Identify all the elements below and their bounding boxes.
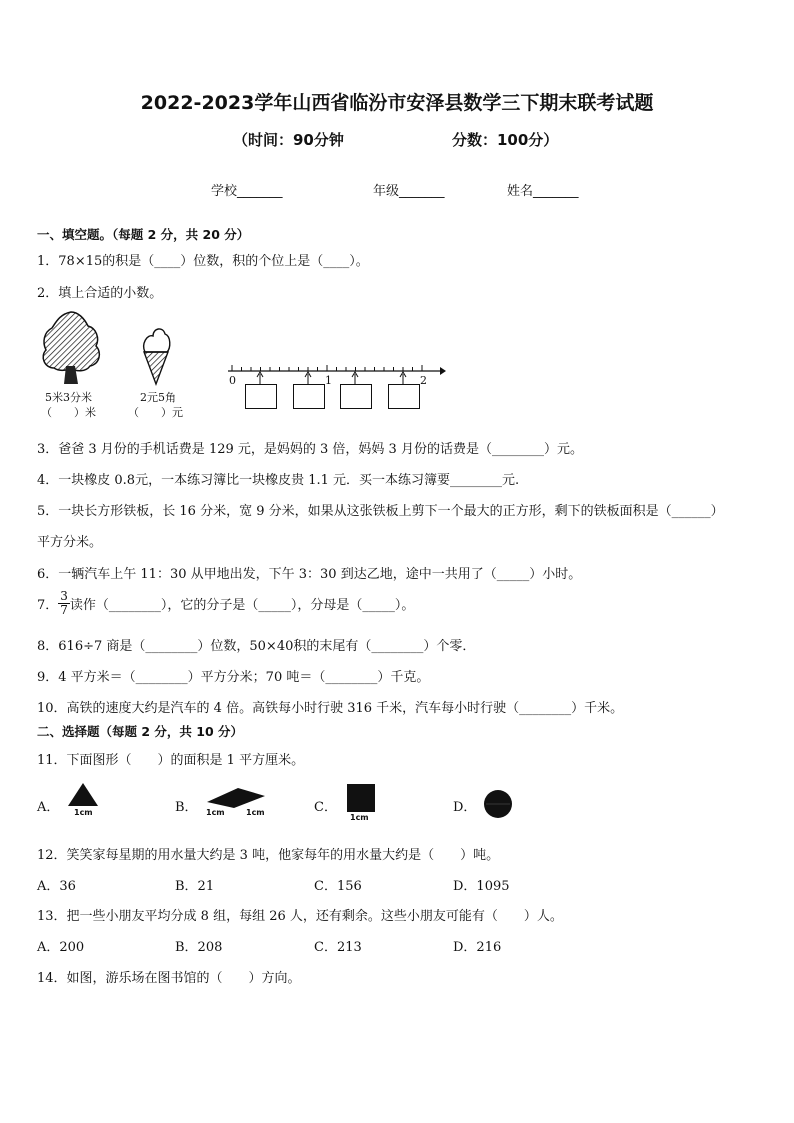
option-11-c[interactable]: C． [314, 800, 337, 815]
option-11-d[interactable]: D． [453, 800, 477, 815]
question-1: 1．78×15的积是（____）位数，积的个位上是（____）。 [37, 254, 369, 269]
tick-label-1: 1 [325, 374, 332, 387]
number-line [222, 362, 447, 384]
question-10: 10．高铁的速度大约是汽车的 4 倍。高铁每小时行驶 316 千米，汽车每小时行驶（________）千米。 [37, 701, 624, 716]
option-12-a[interactable]: A．36 [37, 879, 76, 894]
unit-label-c: 1cm [350, 813, 369, 822]
unit-label-b1: 1cm [206, 808, 225, 817]
grade-field: 年级_______ [373, 184, 445, 199]
option-13-a[interactable]: A．200 [37, 940, 85, 955]
name-field: 姓名_______ [507, 184, 579, 199]
question-13: 13．把一些小朋友平均分成 8 组，每组 26 人，还有剩余。这些小朋友可能有（ ）人。 [37, 909, 563, 924]
option-13-b[interactable]: B．208 [175, 940, 223, 955]
question-7-number: 7． [37, 598, 59, 613]
exam-score: 分数：100分） [452, 131, 559, 149]
option-12-d[interactable]: D．1095 [453, 879, 510, 894]
tick-label-0: 0 [229, 374, 236, 387]
question-5-line2: 平方分米。 [37, 535, 103, 550]
number-line-pointer [257, 372, 263, 384]
question-12: 12．笑笑家每星期的用水量大约是 3 吨，他家每年的用水量大约是（ ）吨。 [37, 848, 500, 863]
question-2: 2．填上合适的小数。 [37, 286, 163, 301]
school-field: 学校_______ [211, 184, 283, 199]
circle-shape-icon [483, 789, 513, 819]
fraction-numerator: 3 [60, 589, 68, 603]
question-6: 6．一辆汽车上午 11：30 从甲地出发，下午 3：30 到达乙地，途中一共用了（_____）小时。 [37, 567, 582, 582]
question-3: 3．爸爸 3 月份的手机话费是 129 元，是妈妈的 3 倍，妈妈 3 月份的话费是（________）元。 [37, 442, 583, 457]
answer-box-4[interactable] [388, 384, 420, 409]
unit-label-a: 1cm [74, 808, 93, 817]
section-heading-fill: 一、填空题。（每题 2 分，共 20 分） [37, 227, 250, 242]
tree-icon [38, 310, 104, 386]
option-13-c[interactable]: C．213 [314, 940, 362, 955]
tree-height-label: 5米3分米 [45, 391, 92, 404]
option-12-b[interactable]: B．21 [175, 879, 215, 894]
question-14: 14．如图，游乐场在图书馆的（ ）方向。 [37, 971, 301, 986]
answer-box-2[interactable] [293, 384, 325, 409]
ice-cream-icon [139, 326, 173, 386]
number-line-pointer [352, 372, 358, 384]
ice-cream-price-label: 2元5角 [140, 391, 176, 404]
question-7 [37, 590, 414, 617]
option-11-a[interactable]: A． [37, 800, 60, 815]
tick-label-2: 2 [420, 374, 427, 387]
question-11: 11．下面图形（ ）的面积是 1 平方厘米。 [37, 753, 305, 768]
square-shape-icon [347, 784, 375, 812]
question-4: 4．一块橡皮 0.8元，一本练习簿比一块橡皮贵 1.1 元．买一本练习簿要________元. [37, 473, 520, 488]
exam-time: （时间：90分钟 [233, 131, 344, 149]
tree-answer-blank: （ ）米 [41, 406, 96, 419]
fraction-denominator: 7 [60, 603, 68, 617]
option-11-b[interactable]: B． [175, 800, 198, 815]
number-line-pointer [305, 372, 311, 384]
section-heading-choice: 二、选择题（每题 2 分，共 10 分） [37, 724, 244, 739]
answer-box-1[interactable] [245, 384, 277, 409]
question-9: 9．4 平方米＝（________）平方分米；70 吨＝（________）千克。 [37, 670, 430, 685]
answer-box-3[interactable] [340, 384, 372, 409]
ice-cream-answer-blank: （ ）元 [128, 406, 183, 419]
number-line-pointer [400, 372, 406, 384]
fraction [58, 590, 70, 617]
question-5-line1: 5．一块长方形铁板，长 16 分米，宽 9 分米，如果从这张铁板上剪下一个最大的正方形，剩下的铁板面积是（______） [37, 504, 724, 519]
question-8: 8．616÷7 商是（________）位数，50×40积的末尾有（________）个零． [37, 639, 476, 654]
triangle-shape-icon [67, 782, 99, 808]
option-13-d[interactable]: D．216 [453, 940, 502, 955]
unit-label-b2: 1cm [246, 808, 265, 817]
option-12-c[interactable]: C．156 [314, 879, 362, 894]
question-7-text: 读作（________），它的分子是（_____），分母是（_____）。 [69, 598, 415, 613]
parallelogram-shape-icon [205, 787, 267, 809]
page-title: 2022-2023学年山西省临汾市安泽县数学三下期末联考试题 [140, 92, 654, 114]
